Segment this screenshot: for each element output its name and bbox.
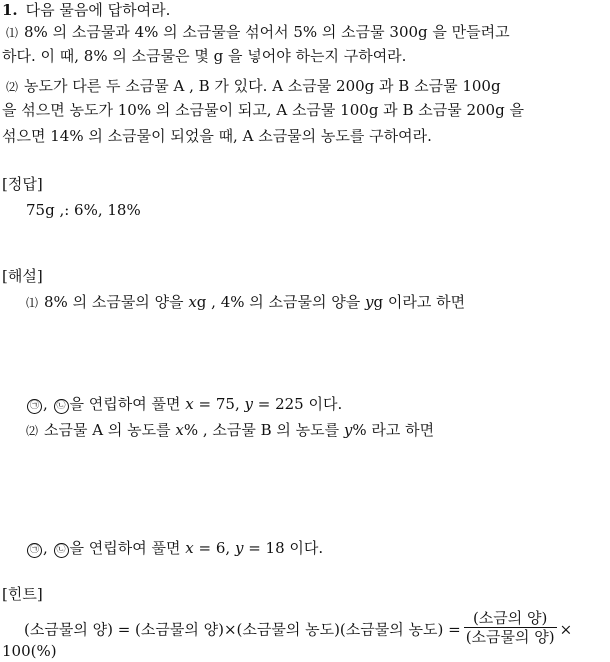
solution1-result: ㉠ , ㉡ 을 연립하여 풀면 x = 75, y = 225 이다. bbox=[26, 394, 342, 414]
solution2-result-c: = 18 이다. bbox=[243, 539, 324, 557]
question-number: 1. bbox=[2, 1, 18, 19]
part2-line2 bbox=[2, 100, 524, 120]
var-x: x bbox=[185, 539, 194, 557]
solution2-result-b: = 6, bbox=[193, 539, 235, 557]
part2-text-2: 을 섞으면 농도가 10% 의 소금물이 되고, A 소금물 100g 과 B 소금물 200g 을 bbox=[2, 101, 524, 119]
solution1-result-a: 을 연립하여 풀면 bbox=[69, 395, 186, 413]
circled-giyeok-icon: ㉠ bbox=[27, 543, 42, 558]
solution2-text-b: % , 소금물 B 의 농도를 bbox=[183, 421, 344, 439]
solution1-marker: ⑴ bbox=[26, 296, 39, 310]
solution1-result-c: = 225 이다. bbox=[252, 395, 343, 413]
circled-giyeok-icon: ㉠ bbox=[27, 399, 42, 414]
part2-marker: ⑵ bbox=[6, 80, 19, 94]
circled-nieun-icon: ㉡ bbox=[54, 399, 69, 414]
solution2-text-a: 소금물 A 의 농도를 bbox=[44, 421, 176, 439]
solution1-text-a: 8% 의 소금물의 양을 bbox=[44, 293, 189, 311]
answer-heading: [정답] bbox=[2, 175, 43, 193]
solution2-result-a: 을 연립하여 풀면 bbox=[69, 539, 186, 557]
hint-tail: 100(%) bbox=[2, 642, 57, 660]
question-stem: 다음 물음에 답하여라. bbox=[25, 1, 171, 19]
hint-heading: [힌트] bbox=[2, 585, 43, 603]
solution1-text-c: g 이라고 하면 bbox=[373, 293, 466, 311]
part2-text-1: 농도가 다른 두 소금물 A , B 가 있다. A 소금물 200g 과 B 소금물 100g bbox=[24, 77, 501, 95]
part1-text-2: 하다. 이 때, 8% 의 소금물은 몇 g 을 넣어야 하는지 구하여라. bbox=[2, 47, 407, 65]
hint-times: × bbox=[559, 620, 573, 639]
var-x: x bbox=[188, 293, 197, 311]
part2-text-3: 섞으면 14% 의 소금물이 되었을 때, A 소금물의 농도를 구하여라. bbox=[2, 127, 432, 145]
solution2-setup bbox=[26, 420, 434, 441]
solution2-text-c: % 라고 하면 bbox=[352, 421, 435, 439]
fraction-numerator: (소금의 양) bbox=[464, 609, 557, 628]
hint-fraction bbox=[464, 609, 557, 646]
circled-nieun-icon: ㉡ bbox=[54, 543, 69, 558]
part2-line1 bbox=[6, 76, 501, 97]
var-x: x bbox=[185, 395, 194, 413]
solution1-result-b: = 75, bbox=[193, 395, 245, 413]
part1-line1 bbox=[6, 22, 510, 43]
part1-line2 bbox=[2, 46, 406, 66]
explanation-heading: [해설] bbox=[2, 267, 43, 285]
part1-text-1: 8% 의 소금물과 4% 의 소금물을 섞어서 5% 의 소금물 300g 을 만들려고 bbox=[24, 23, 510, 41]
answer-text: 75g ,: 6%, 18% bbox=[26, 201, 141, 219]
var-y: y bbox=[234, 539, 244, 557]
question-stem-line bbox=[2, 0, 170, 20]
solution1-setup bbox=[26, 292, 465, 313]
fraction-denominator: (소금물의 양) bbox=[465, 628, 555, 646]
solution2-result: ㉠ , ㉡ 을 연립하여 풀면 x = 6, y = 18 이다. bbox=[26, 538, 323, 558]
var-y: y bbox=[343, 421, 353, 439]
part2-line3 bbox=[2, 126, 432, 146]
part1-marker: ⑴ bbox=[6, 26, 19, 40]
hint-formula bbox=[24, 609, 573, 649]
var-y: y bbox=[244, 395, 253, 413]
solution1-text-b: g , 4% 의 소금물의 양을 bbox=[196, 293, 366, 311]
hint-formula-text: (소금물의 양) = (소금물의 양)×(소금물의 농도)(소금물의 농도) = bbox=[24, 620, 461, 639]
var-x: x bbox=[175, 421, 184, 439]
var-y: y bbox=[365, 293, 374, 311]
solution2-marker: ⑵ bbox=[26, 424, 39, 438]
